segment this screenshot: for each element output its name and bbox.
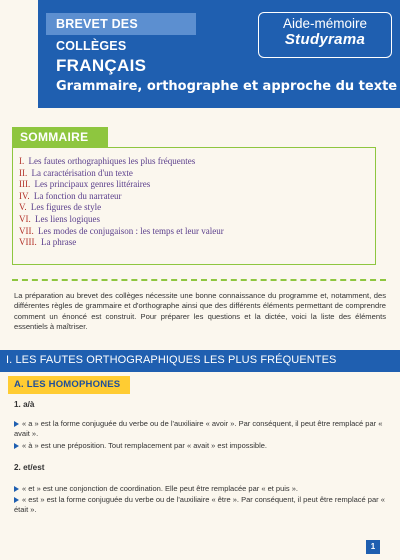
- toc-item[interactable]: [19, 226, 224, 238]
- toc-item-label: Les figures de style: [30, 202, 102, 213]
- bullet-text: « est » est la forme conjuguée du verbe ou de l'auxiliaire « être ». Par conséquent, il peut être remplacé par « était ».: [14, 495, 385, 515]
- page-number: 1: [366, 540, 380, 554]
- homophone-heading-a: 1. a/à: [14, 400, 35, 409]
- toc-item[interactable]: [19, 191, 224, 203]
- sommaire-label: SOMMAIRE: [12, 127, 108, 147]
- toc-item-label: Les modes de conjugaison : les temps et leur valeur: [38, 225, 224, 236]
- toc-item-label: Les liens logiques: [35, 213, 100, 224]
- homophone-bullet: [14, 419, 386, 439]
- brand-name: Studyrama: [284, 31, 366, 48]
- toc-item-number: V.: [19, 202, 27, 213]
- subject-title: FRANÇAIS: [56, 56, 147, 75]
- toc-item-number: II.: [19, 167, 28, 178]
- homophone-bullet: [14, 495, 386, 515]
- toc-item-label: Les fautes orthographiques les plus fréquentes: [28, 156, 196, 166]
- subsection-title: A. LES HOMOPHONES: [14, 379, 121, 390]
- toc-item[interactable]: [19, 168, 224, 180]
- arrow-bullet-icon: [14, 497, 19, 503]
- toc-item-label: La phrase: [41, 237, 77, 248]
- toc-item[interactable]: [19, 214, 224, 226]
- intro-paragraph: La préparation au brevet des collèges nécessite une bonne connaissance du programme et, notamment, des différentes règles de grammaire et d'orthographe ainsi que des différents éléments permettant de comprendre comment un énoncé est construit. Pour préparer les questions et la dictée, voici la liste des éléments essentiels à maîtriser.: [14, 291, 386, 332]
- bullet-text: « a » est la forme conjuguée du verbe ou de l'auxiliaire « avoir ». Par conséquent, il peut être remplacé par « avait ».: [14, 419, 383, 439]
- toc-item-label: Les principaux genres littéraires: [34, 179, 151, 190]
- brand-logo: [258, 12, 392, 58]
- bullet-text: « à » est une préposition. Tout remplacement par « avait » est impossible.: [22, 441, 267, 450]
- toc-item[interactable]: [19, 156, 224, 168]
- toc-item-number: III.: [19, 179, 31, 190]
- toc-item[interactable]: [19, 202, 224, 214]
- toc-list: [19, 156, 224, 249]
- toc-item[interactable]: [19, 237, 224, 249]
- arrow-bullet-icon: [14, 443, 19, 449]
- toc-item-number: VIII.: [19, 237, 37, 248]
- subject-subtitle: Grammaire, orthographe et approche du texte: [56, 79, 398, 94]
- toc-item-number: IV.: [19, 190, 30, 201]
- toc-item-number: I.: [19, 156, 25, 166]
- homophone-bullet: [14, 484, 386, 494]
- homophone-heading-et: 2. et/est: [14, 463, 45, 472]
- arrow-bullet-icon: [14, 486, 19, 492]
- toc-item-number: VII.: [19, 225, 34, 236]
- section-title: I. LES FAUTES ORTHOGRAPHIQUES LES PLUS FRÉQUENTES: [6, 354, 337, 366]
- series-label: BREVET DES COLLÈGES: [46, 13, 196, 35]
- sommaire-box: [12, 147, 376, 265]
- toc-item-number: VI.: [19, 213, 31, 224]
- toc-item-label: La fonction du narrateur: [33, 190, 122, 201]
- toc-item[interactable]: [19, 179, 224, 191]
- homophone-bullet: [14, 441, 386, 451]
- bullet-text: « et » est une conjonction de coordination. Elle peut être remplacée par « et puis ».: [22, 484, 299, 493]
- toc-item-label: La caractérisation d'un texte: [31, 167, 133, 178]
- dashed-divider: [12, 279, 386, 281]
- arrow-bullet-icon: [14, 421, 19, 427]
- brand-tagline: Aide-mémoire: [282, 16, 368, 31]
